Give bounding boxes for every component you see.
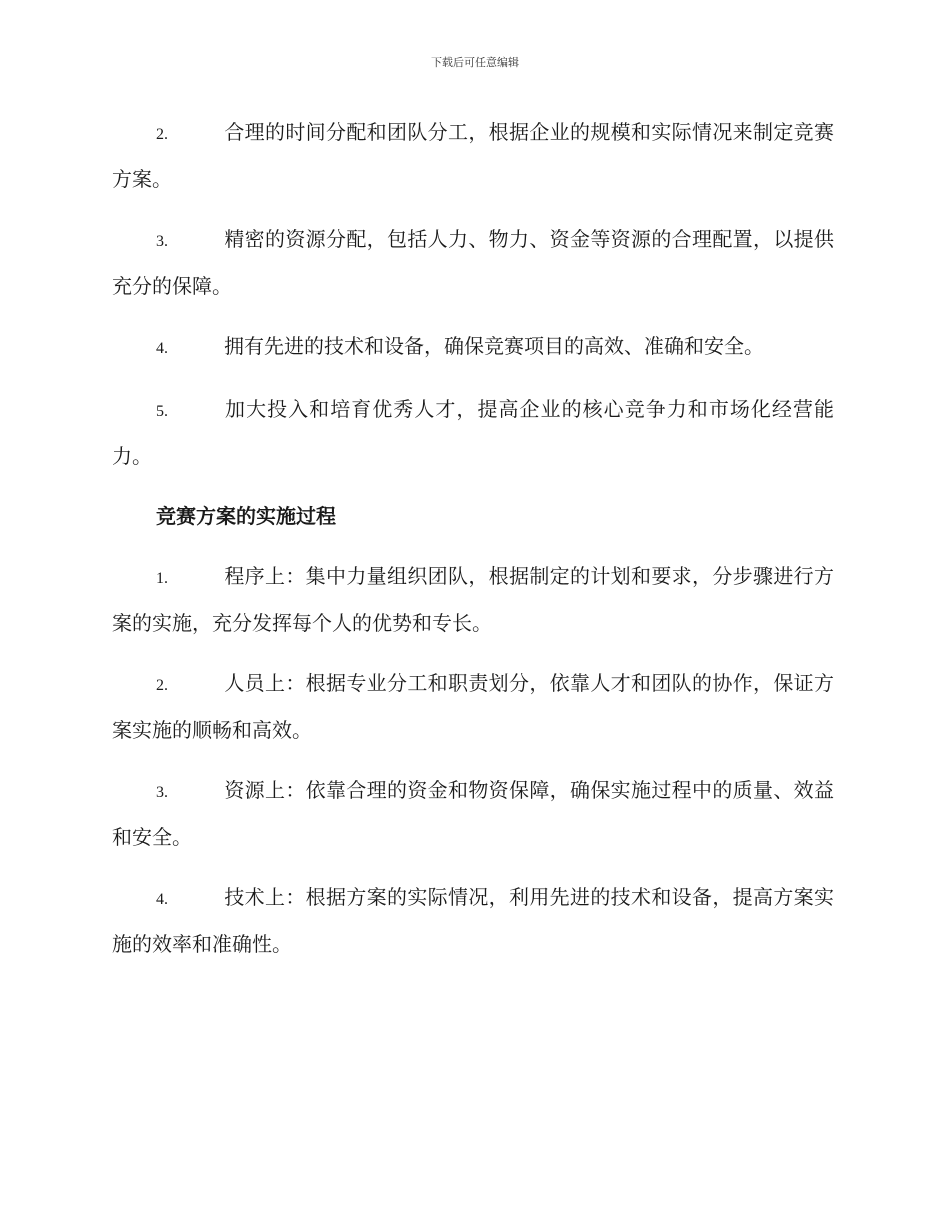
list-item: [112, 554, 834, 645]
list-number: 4.: [156, 891, 168, 908]
list-number: 2.: [156, 126, 168, 143]
list-item: [112, 661, 834, 752]
list-text: 加大投入和培育优秀人才，提高企业的核心竞争力和市场化经营能力。: [112, 397, 834, 468]
list-number: 3.: [156, 233, 168, 250]
list-number: 1.: [156, 570, 168, 587]
list-item: [112, 110, 834, 201]
list-text: 技术上：根据方案的实际情况，利用先进的技术和设备，提高方案实施的效率和准确性。: [112, 885, 834, 956]
list-text: 程序上：集中力量组织团队，根据制定的计划和要求，分步骤进行方案的实施，充分发挥每个人的优势和专长。: [112, 564, 834, 635]
list-item: [112, 768, 834, 859]
list-text: 精密的资源分配，包括人力、物力、资金等资源的合理配置，以提供充分的保障。: [112, 227, 834, 298]
list-text: 合理的时间分配和团队分工，根据企业的规模和实际情况来制定竞赛方案。: [112, 120, 834, 191]
list-item: [112, 387, 834, 478]
document-body: [112, 110, 834, 982]
list-text: 拥有先进的技术和设备，确保竞赛项目的高效、准确和安全。: [224, 334, 764, 358]
header-note: 下载后可任意编辑: [431, 56, 519, 69]
list-item: [112, 217, 834, 308]
list-item: [112, 875, 834, 966]
list-text: 人员上：根据专业分工和职责划分，依靠人才和团队的协作，保证方案实施的顺畅和高效。: [112, 671, 834, 742]
section-heading: 竞赛方案的实施过程: [156, 504, 336, 528]
list-text: 资源上：依靠合理的资金和物资保障，确保实施过程中的质量、效益和安全。: [112, 778, 834, 849]
list-number: 4.: [156, 340, 168, 357]
list-number: 2.: [156, 677, 168, 694]
list-number: 3.: [156, 784, 168, 801]
list-item: [112, 324, 834, 371]
list-number: 5.: [156, 403, 168, 420]
